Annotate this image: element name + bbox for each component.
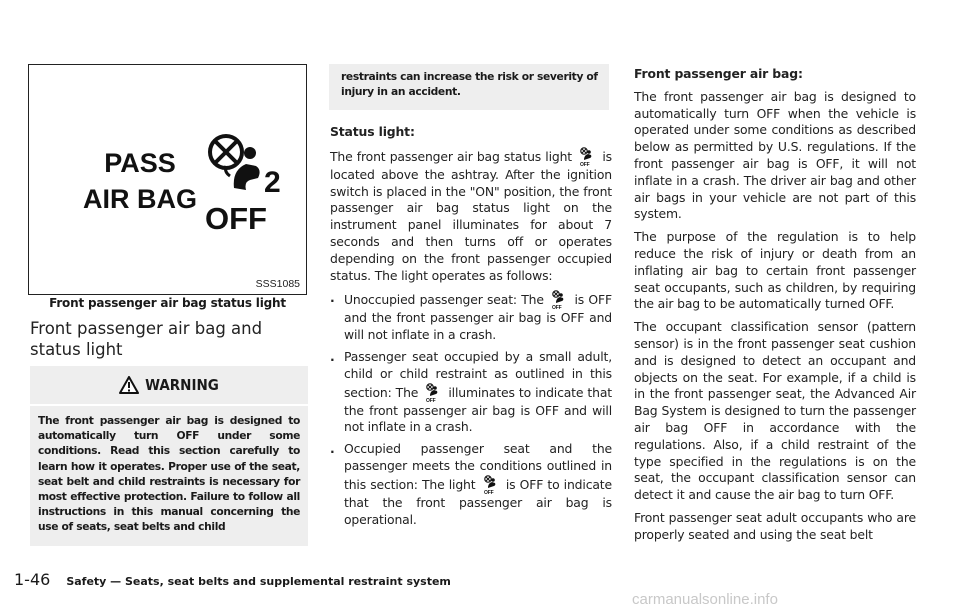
- figure-off-label: OFF: [205, 201, 267, 236]
- bullet-dot: .: [330, 290, 335, 306]
- paragraph: Front passenger seat adult occupants who are properly seated and using the seat belt: [634, 509, 916, 542]
- section-heading: Front passenger air bag and status light: [30, 319, 263, 359]
- page-number: 1-46: [14, 570, 51, 589]
- svg-text:OFF: OFF: [426, 397, 436, 403]
- passenger-airbag-off-icon: [425, 383, 441, 403]
- front-passenger-section: [634, 66, 916, 550]
- bullet-dot: .: [330, 441, 335, 457]
- bullet-text-after: illuminates to indicate that the front passenger air bag is OFF and will not inflate in a crash.: [344, 384, 612, 435]
- bullet-dot: .: [330, 348, 335, 364]
- svg-text:OFF: OFF: [580, 161, 590, 167]
- watermark: carmanualsonline.info: [632, 591, 778, 608]
- figure-pass-airbag-label: [65, 145, 215, 217]
- bullet-text-before: Passenger seat occupied by a small adult, child or child restraint as outlined in this section: The: [344, 348, 612, 400]
- page-footer: [14, 570, 451, 589]
- intro-text-after: is located above the ashtray. After the ignition switch is placed in the "ON" position, the front passenger air bag status light on the instrument panel illuminates for about 7 seconds and then turns off or operates depending on the front passenger occupied status. The light operates as follows:: [330, 148, 612, 283]
- list-item: [330, 441, 612, 528]
- bullet-text-before: Occupied passenger seat and the passenger meets the conditions outlined in this section: The light: [344, 441, 612, 492]
- passenger-airbag-off-icon: [579, 147, 595, 167]
- warning-header: [30, 366, 308, 404]
- front-passenger-title: Front passenger air bag:: [634, 66, 803, 81]
- figure-code: SSS1085: [255, 278, 300, 290]
- status-light-section: [330, 124, 612, 533]
- status-light-intro: [330, 147, 612, 285]
- bullet-text-before: Unoccupied passenger seat: The: [344, 292, 544, 308]
- figure-seat-number: 2: [264, 166, 281, 199]
- airbag-off-icon: [204, 130, 294, 200]
- footer-title: Safety — Seats, seat belts and supplemental restraint system: [66, 575, 451, 588]
- status-light-figure: [28, 64, 307, 295]
- list-item: [330, 290, 612, 344]
- svg-text:OFF: OFF: [483, 489, 494, 495]
- bullet-text-after: is OFF to indicate that the front passenger air bag is operational.: [344, 476, 612, 527]
- warning-triangle-icon: [119, 376, 139, 394]
- intro-text-before: The front passenger air bag status light: [330, 148, 572, 164]
- status-light-title: Status light:: [330, 124, 415, 139]
- passenger-airbag-off-icon: [483, 475, 499, 495]
- paragraph: The front passenger air bag is designed to automatically turn OFF when the vehicle is operated under some conditions as described below as permitted by U.S. regulations. If the front passenger air bag is OFF, it will not inflate in a crash. The driver air bag and other air bags in your vehicle are not part of this system.: [634, 88, 916, 222]
- svg-text:OFF: OFF: [552, 305, 562, 311]
- warning-title: WARNING: [145, 376, 219, 394]
- figure-line-airbag: AIR BAG: [83, 184, 197, 214]
- paragraph: The purpose of the regulation is to help reduce the risk of injury or death from an inflating air bag to certain front passenger seat occupants, such as children, by requiring the air bag to be automatically turned OFF.: [634, 229, 916, 312]
- passenger-airbag-off-icon: [551, 290, 567, 310]
- paragraph: The occupant classification sensor (pattern sensor) is in the front passenger seat cushion and is designed to detect an occupant and objects on the seat. For example, if a child is in the front passenger seat, the Advanced Air Bag System is designed to turn the passenger air bag OFF in accordance with the regulations. Also, if a child restraint of the type specified in the regulations is on the seat, the occupant classification sensor can detect it and cause the air bag to turn OFF.: [634, 319, 916, 503]
- figure-caption: Front passenger air bag status light: [49, 296, 286, 310]
- bullet-text-after: is OFF and the front passenger air bag is OFF and will not inflate in a crash.: [344, 292, 612, 343]
- figure-line-pass: PASS: [104, 148, 176, 178]
- warning-continuation: restraints can increase the risk or severity of injury in an accident.: [329, 64, 609, 110]
- warning-body: The front passenger air bag is designed to automatically turn OFF under some conditions. Read this section carefully to learn how it operates. Proper use of the seat, seat belt and child restraints is necessary for most effective protection. Failure to follow all instructions in this manual concerning the use of seats, seat belts and child: [30, 406, 308, 546]
- list-item: [330, 349, 612, 436]
